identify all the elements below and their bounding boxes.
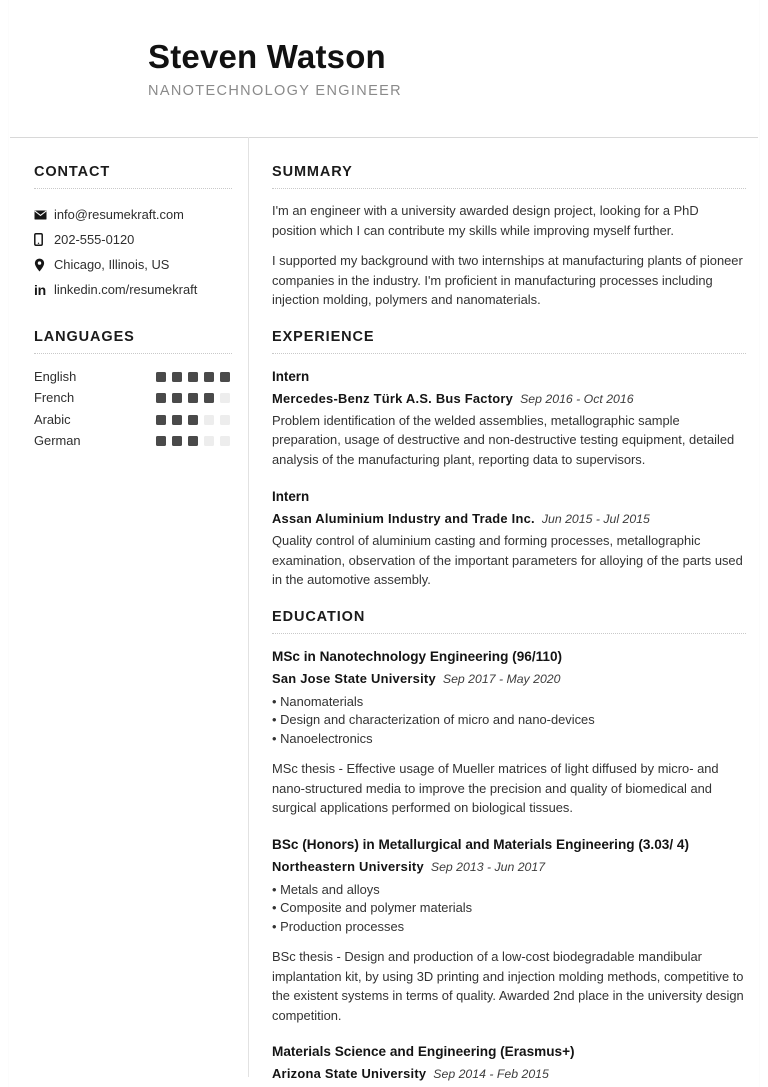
education-bullet: • Design and characterization of micro and nano-devices: [272, 712, 595, 727]
education-thesis: MSc thesis - Effective usage of Mueller matrices of light diffused by micro- and nano-structured media to improve the precision and quality of biomedical and surgical applications performed on biological tissues.: [272, 761, 719, 815]
experience-dates: Jun 2015 - Jul 2015: [541, 512, 650, 526]
education-item: [272, 646, 746, 818]
rating-square-filled: [156, 372, 166, 382]
language-name: French: [34, 390, 75, 406]
experience-description: Problem identification of the welded assemblies, metallographic sample preparation, usage of destructive and non-destructive testing equipment, detailed analysis of the manufacturing plant, reporting data to supervisors.: [272, 412, 735, 467]
education-school: Northeastern University: [272, 858, 424, 874]
education-dates: Sep 2014 - Feb 2015: [433, 1067, 549, 1081]
rating-square-empty: [204, 415, 214, 425]
education-degree: BSc (Honors) in Metallurgical and Materials Engineering (3.03/ 4): [272, 836, 689, 852]
summary-section: [272, 163, 746, 310]
sidebar: [0, 155, 248, 452]
education-bullets: [272, 881, 746, 937]
rating-square-empty: [220, 415, 230, 425]
language-item: [34, 366, 232, 388]
experience-description: Quality control of aluminium casting and forming processes, metallographic examination, observation of the important parameters for alloying of the parts used in the automotive assembly.: [272, 533, 743, 587]
education-bullet: • Metals and alloys: [272, 881, 380, 897]
education-bullet: • Nanoelectronics: [272, 730, 373, 746]
main-column: [248, 155, 768, 1085]
language-item: [34, 388, 232, 410]
summary-section-title: SUMMARY: [272, 164, 353, 180]
experience-organization: Assan Aluminium Industry and Trade Inc.: [272, 511, 535, 526]
experience-section-rule: [272, 353, 746, 354]
language-name: English: [34, 368, 77, 384]
contact-section-title: CONTACT: [34, 164, 111, 180]
summary-section-rule: [272, 188, 746, 189]
education-bullets: [272, 693, 746, 749]
candidate-name: Steven Watson: [148, 38, 386, 75]
linkedin-icon-glyph: in: [34, 281, 46, 298]
rating-square-filled: [188, 372, 198, 382]
contact-linkedin-value: linkedin.com/resumekraft: [54, 281, 198, 297]
rating-square-empty: [220, 393, 230, 403]
education-thesis: BSc thesis - Design and production of a low-cost biodegradable mandibular implantation kit, by using 3D printing and injection molding methods, competitive to the existent systems in terms of quality. Awarded 2nd place in the university design competition.: [272, 949, 744, 1023]
rating-square-empty: [204, 436, 214, 446]
contact-section-rule: [34, 188, 232, 189]
education-section-title: EDUCATION: [272, 608, 366, 625]
rating-square-filled: [204, 372, 214, 382]
languages-section-rule: [34, 353, 232, 354]
contact-section: [34, 163, 232, 302]
experience-item: [272, 487, 746, 590]
rating-square-filled: [172, 393, 182, 403]
education-school-line: [272, 668, 746, 690]
language-item: [34, 431, 232, 453]
education-dates: Sep 2017 - May 2020: [442, 671, 561, 686]
experience-org-line: [272, 388, 746, 410]
education-degree: MSc in Nanotechnology Engineering (96/110): [272, 648, 563, 664]
contact-item-email[interactable]: [34, 202, 232, 227]
rating-square-filled: [188, 415, 198, 425]
contact-email-value: info@resumekraft.com: [54, 206, 184, 222]
education-school-line: [272, 856, 746, 878]
language-rating: [156, 393, 232, 403]
education-dates: Sep 2013 - Jun 2017: [430, 859, 546, 874]
education-section: [272, 608, 746, 1086]
rating-square-filled: [156, 415, 166, 425]
summary-paragraph: I'm an engineer with a university awarded design project, looking for a PhD position which I can contribute my skills while improving myself further.: [272, 203, 699, 238]
contact-item-phone[interactable]: [34, 227, 232, 252]
contact-location-value: Chicago, Illinois, US: [54, 256, 170, 272]
language-name: German: [34, 433, 81, 449]
languages-section-title: LANGUAGES: [34, 329, 135, 345]
contact-phone-value: 202-555-0120: [54, 231, 135, 247]
contact-item-linkedin[interactable]: [34, 277, 232, 302]
language-rating: [156, 372, 232, 382]
education-degree: Materials Science and Engineering (Erasmus+): [272, 1044, 575, 1059]
rating-square-filled: [204, 393, 214, 403]
education-school: San Jose State University: [272, 670, 436, 686]
experience-organization: Mercedes-Benz Türk A.S. Bus Factory: [272, 390, 514, 406]
education-bullet: • Composite and polymer materials: [272, 900, 473, 915]
education-school: Arizona State University: [272, 1066, 427, 1081]
rating-square-filled: [172, 436, 182, 446]
rating-square-filled: [156, 393, 166, 403]
rating-square-filled: [156, 436, 166, 446]
education-bullet: • Nanomaterials: [272, 693, 364, 709]
education-bullet: • Production processes: [272, 918, 405, 934]
experience-section: [272, 328, 746, 590]
experience-role: Intern: [272, 368, 310, 384]
rating-square-filled: [188, 436, 198, 446]
experience-role: Intern: [272, 489, 310, 504]
language-name: Arabic: [34, 411, 71, 427]
rating-square-filled: [220, 372, 230, 382]
languages-section: [34, 328, 232, 452]
map-pin-icon: [34, 258, 54, 272]
mobile-phone-icon: [34, 233, 54, 246]
languages-list: [34, 366, 232, 452]
rating-square-filled: [172, 415, 182, 425]
experience-item: [272, 367, 746, 470]
education-item: [272, 834, 746, 1026]
language-item: [34, 409, 232, 431]
language-rating: [156, 415, 232, 425]
summary-paragraph: I supported my background with two internships at manufacturing plants of pioneer companies in the industry. I'm proficient in manufacturing processes including injection molding, polymers and nanomaterials.: [272, 253, 743, 307]
language-rating: [156, 436, 232, 446]
education-school-line: [272, 1063, 746, 1085]
experience-org-line: [272, 508, 746, 530]
rating-square-filled: [188, 393, 198, 403]
contact-list: [34, 202, 232, 302]
linkedin-icon: [34, 283, 54, 297]
candidate-job-title: NANOTECHNOLOGY ENGINEER: [148, 83, 402, 99]
column-divider: [248, 137, 249, 1077]
experience-section-title: EXPERIENCE: [272, 328, 375, 345]
rating-square-empty: [220, 436, 230, 446]
education-section-rule: [272, 633, 746, 634]
envelope-icon: [34, 210, 54, 220]
experience-dates: Sep 2016 - Oct 2016: [520, 391, 634, 406]
education-item: [272, 1041, 746, 1085]
resume-body: [0, 137, 768, 1085]
resume-header: [0, 0, 768, 137]
contact-item-location[interactable]: [34, 252, 232, 277]
rating-square-filled: [172, 372, 182, 382]
